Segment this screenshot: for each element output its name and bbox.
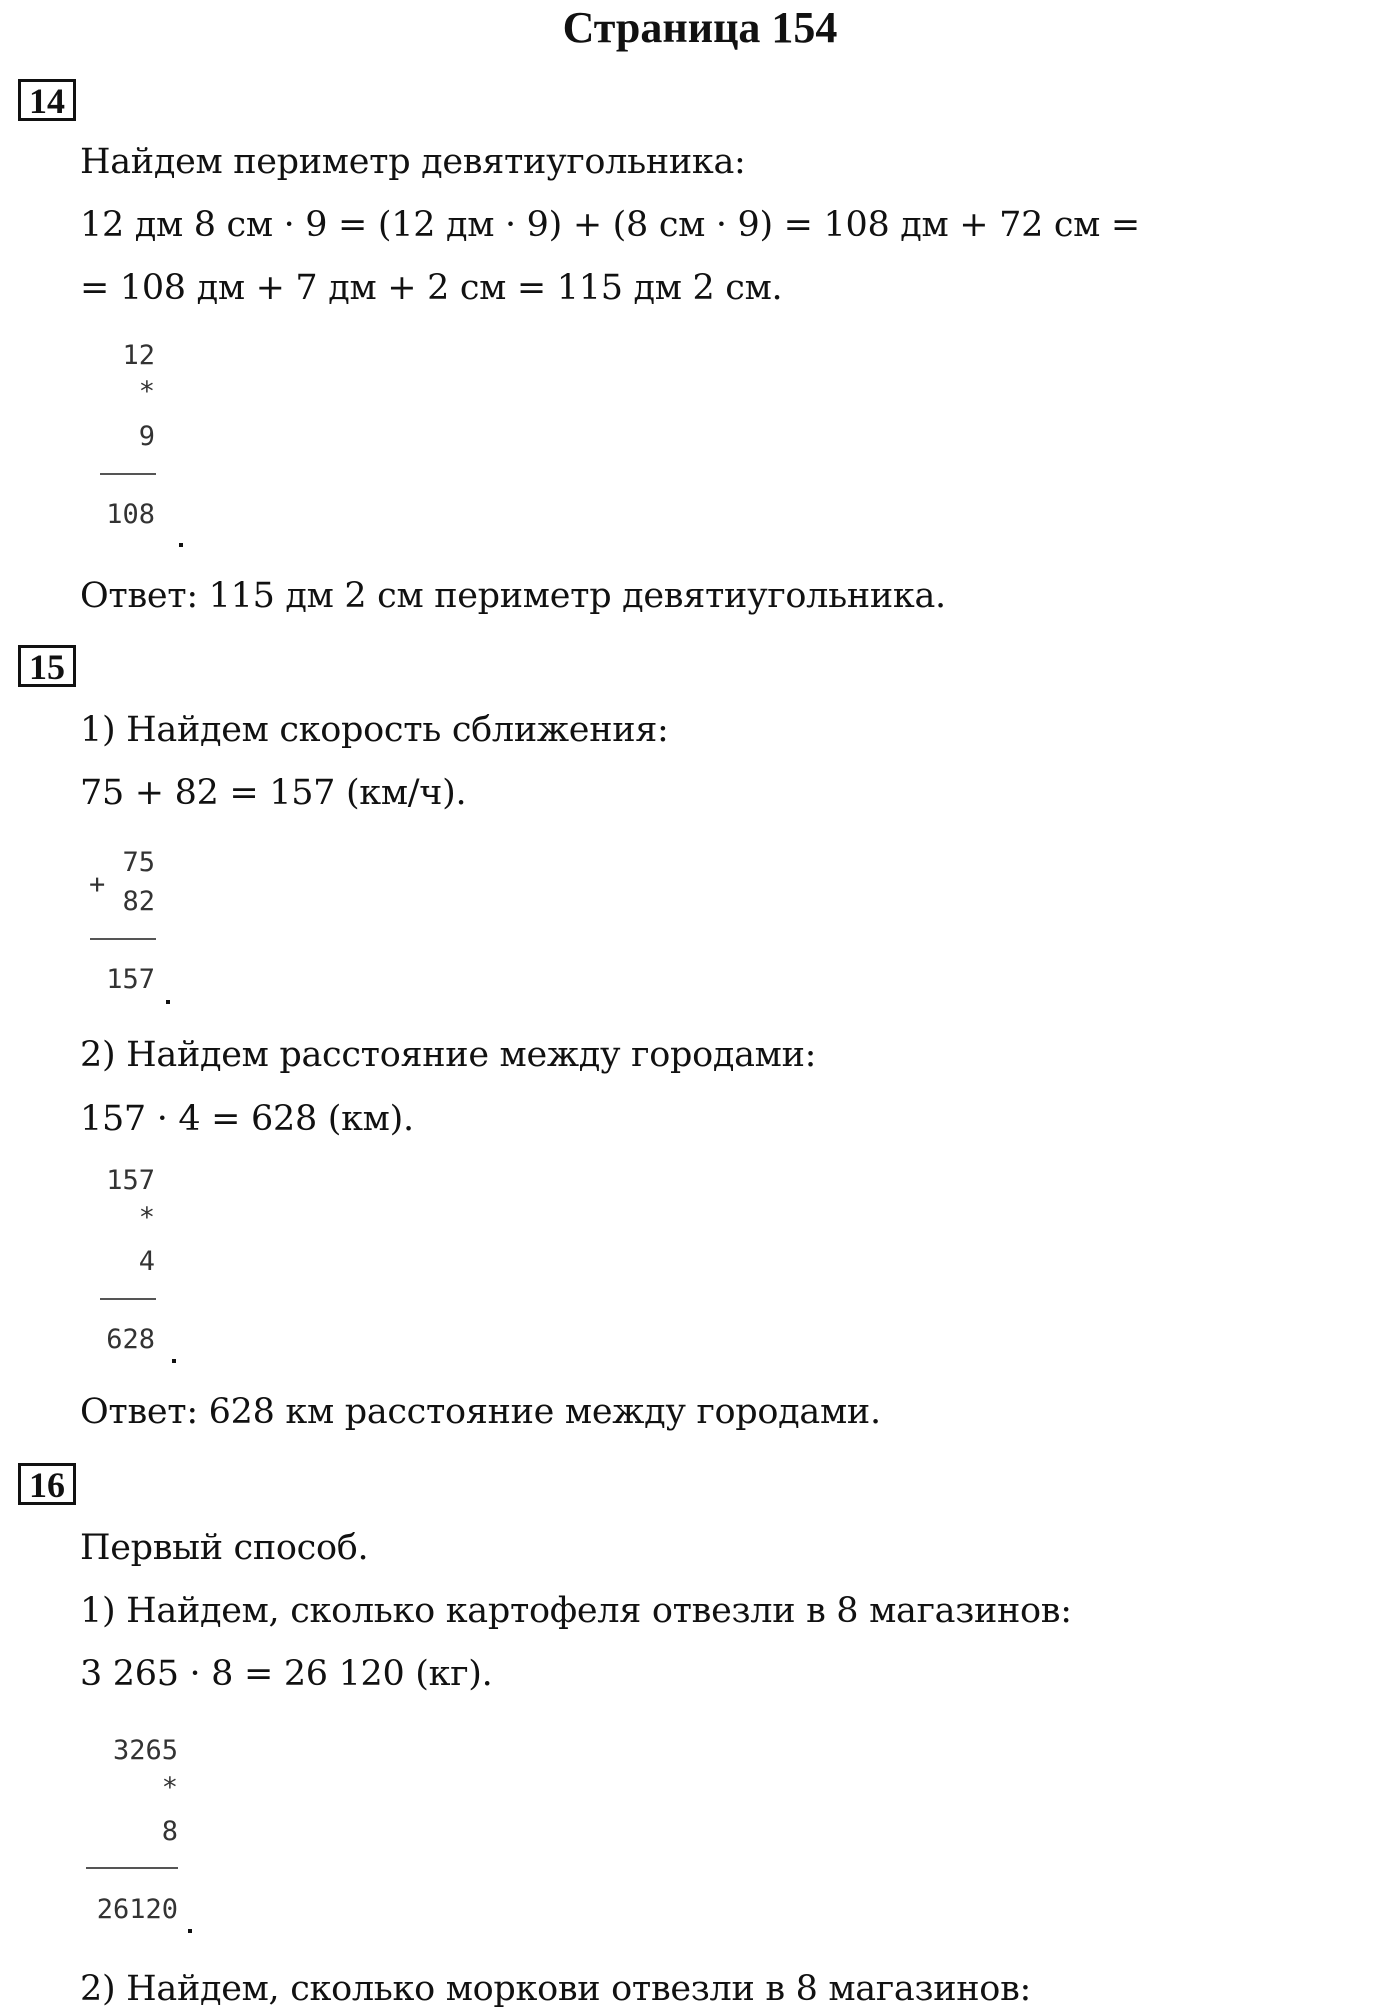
task-16-method: Первый способ. [80,1528,369,1568]
task-16-step-1: 1) Найдем, сколько картофеля отвезли в 8 магазинов: [80,1591,1072,1631]
task-15-column-2-dot [172,1359,176,1363]
task-15-column-2-result: 628 [106,1324,155,1355]
task-16-column-1-result: 26120 [96,1894,178,1925]
task-15-column-1-result: 157 [106,964,155,995]
task-14-answer: Ответ: 115 дм 2 см периметр девятиугольника. [80,576,946,616]
task-15-column-1-top: 75 [122,847,155,878]
task-16-column-1-dot [188,1929,192,1933]
page-title: Страница 154 [562,3,838,52]
task-16-column-1-op: * [161,1772,178,1803]
task-16-column-1-top: 3265 [112,1735,178,1766]
task-15-column-2-rule [100,1298,156,1300]
task-16-number: 16 [18,1463,76,1505]
task-15-column-2-op: * [138,1202,155,1233]
task-14-column-top: 12 [122,340,155,371]
task-14-line-1: Найдем периметр девятиугольника: [80,142,746,182]
task-15-column-1-rule [90,938,156,940]
task-15-number: 15 [18,645,76,687]
task-14-column-rule [100,473,156,475]
task-15-column-2-bottom: 4 [138,1246,155,1277]
task-16-column-1-bottom: 8 [161,1816,178,1847]
task-15-column-1-dot [166,1000,170,1004]
task-14-column-dot [179,543,183,547]
task-14-column-result: 108 [106,499,155,530]
task-14-column-bottom: 9 [138,421,155,452]
task-15-equation-1: 75 + 82 = 157 (км/ч). [80,773,467,813]
task-15-answer: Ответ: 628 км расстояние между городами. [80,1392,881,1432]
task-16-step-2: 2) Найдем, сколько моркови отвезли в 8 магазинов: [80,1969,1031,2009]
task-16-equation-1: 3 265 · 8 = 26 120 (кг). [80,1654,493,1694]
task-14-line-2: 12 дм 8 см · 9 = (12 дм · 9) + (8 см · 9) = 108 дм + 72 см = [80,205,1140,245]
task-14-line-3: = 108 дм + 7 дм + 2 см = 115 дм 2 см. [80,268,783,308]
task-15-step-1: 1) Найдем скорость сближения: [80,710,669,750]
task-15-column-2-top: 157 [106,1165,155,1196]
task-15-equation-2: 157 · 4 = 628 (км). [80,1099,414,1139]
task-14-number: 14 [18,79,76,121]
task-15-column-1-bottom: 82 [122,886,155,917]
task-15-column-1-op: + [89,869,106,900]
task-15-step-2: 2) Найдем расстояние между городами: [80,1035,817,1075]
task-14-column-op: * [138,376,155,407]
task-16-column-1-rule [86,1867,178,1869]
